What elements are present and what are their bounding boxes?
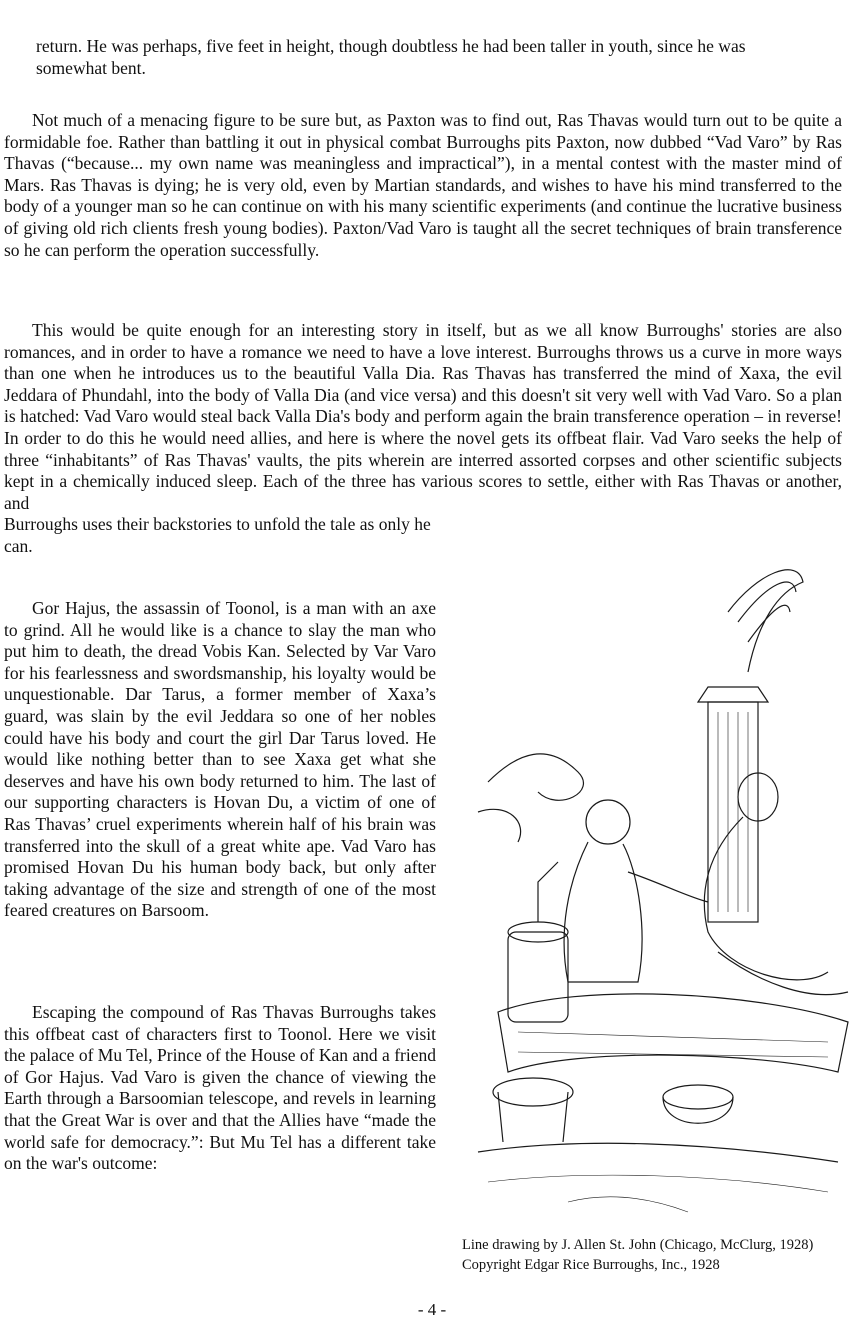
paragraph-valla-dia-body: This would be quite enough for an interesting story in itself, but as we all know Burroughs' stories are also romances, and in order to have a romance we need to have a love interest. Burroughs throws us a curve in more ways than one when he introduces us to the beautiful Valla Dia. Ras Thavas has transferred the mind of Xaxa, the evil Jeddara of Phundahl, into the body of Valla Dia (and vice versa) and this doesn't sit very well with Vad Varo. So a plan is hatched: Vad Varo would steal back Valla Dia's body and perform again the brain transference operation – in reverse! In order to do this he would need allies, and here is where the novel gets its offbeat flair. Vad Varo seeks the help of three “inhabitants” of Ras Thavas' vaults, the pits wherein are interred assorted corpses and other scientific subjects kept in a chemically induced sleep. Each of the three has various scores to settle, either with Ras Thavas or another, and	[4, 320, 842, 513]
quote-continuation: return. He was perhaps, five feet in height, though doubtless he had been taller in youth, since he was somewhat bent.	[36, 36, 746, 78]
paragraph-valla-dia	[4, 320, 842, 558]
paragraph-ras-thavas-foe: Not much of a menacing figure to be sure but, as Paxton was to find out, Ras Thavas would turn out to be quite a formidable foe. Rather than battling it out in physical combat Burroughs pits Paxton, now dubbed “Vad Varo” by Ras Thavas (“because... my own name was meaningless and impractical”), in a mental contest with the master mind of Mars. Ras Thavas is dying; he is very old, even by Martian standards, and wishes to have his mind transferred to the body of a younger man so he can continue on with his many scientific experiments (and continue the lucrative business of giving old rich clients fresh young bodies). Paxton/Vad Varo is taught all the secret techniques of brain transference so he can perform the operation successfully.	[4, 110, 842, 260]
page-number: - 4 -	[417, 1300, 447, 1319]
line-drawing-illustration	[458, 552, 858, 1217]
paragraph-valla-dia-tail: Burroughs uses their backstories to unfold the tale as only he can.	[4, 514, 431, 556]
illustration-caption: Line drawing by J. Allen St. John (Chicago, McClurg, 1928) Copyright Edgar Rice Burroughs, Inc., 1928	[462, 1237, 814, 1273]
paragraph-escaping-compound: Escaping the compound of Ras Thavas Burroughs takes this offbeat cast of characters first to Toonol. Here we visit the palace of Mu Tel, Prince of the House of Kan and a friend of Gor Hajus. Vad Varo is given the chance of viewing the Earth through a Barsoomian telescope, and revels in learning that the Great War is over and that the Allies have “made the world safe for democracy.”: But Mu Tel has a different take on the war's outcome:	[4, 1002, 436, 1174]
paragraph-gor-hajus: Gor Hajus, the assassin of Toonol, is a man with an axe to grind. All he would like is a chance to slay the man who put him to death, the dread Vobis Kan. Selected by Var Varo for his fearlessness and swordsmanship, his loyalty would be unquestionable. Dar Tarus, a former member of Xaxa’s guard, was slain by the evil Jeddara so one of her nobles could have his body and court the girl Dar Tarus loved. He would like nothing better than to see Xaxa get what she deserves and have his own body returned to him. The last of our supporting characters is Hovan Du, a victim of one of Ras Thavas’ cruel experiments wherein half of his brain was transferred into the skull of a great white ape. Vad Varo has promised Hovan Du his human body back, but only after taking advantage of the size and strength of one of the most feared creatures on Barsoom.	[4, 598, 436, 921]
